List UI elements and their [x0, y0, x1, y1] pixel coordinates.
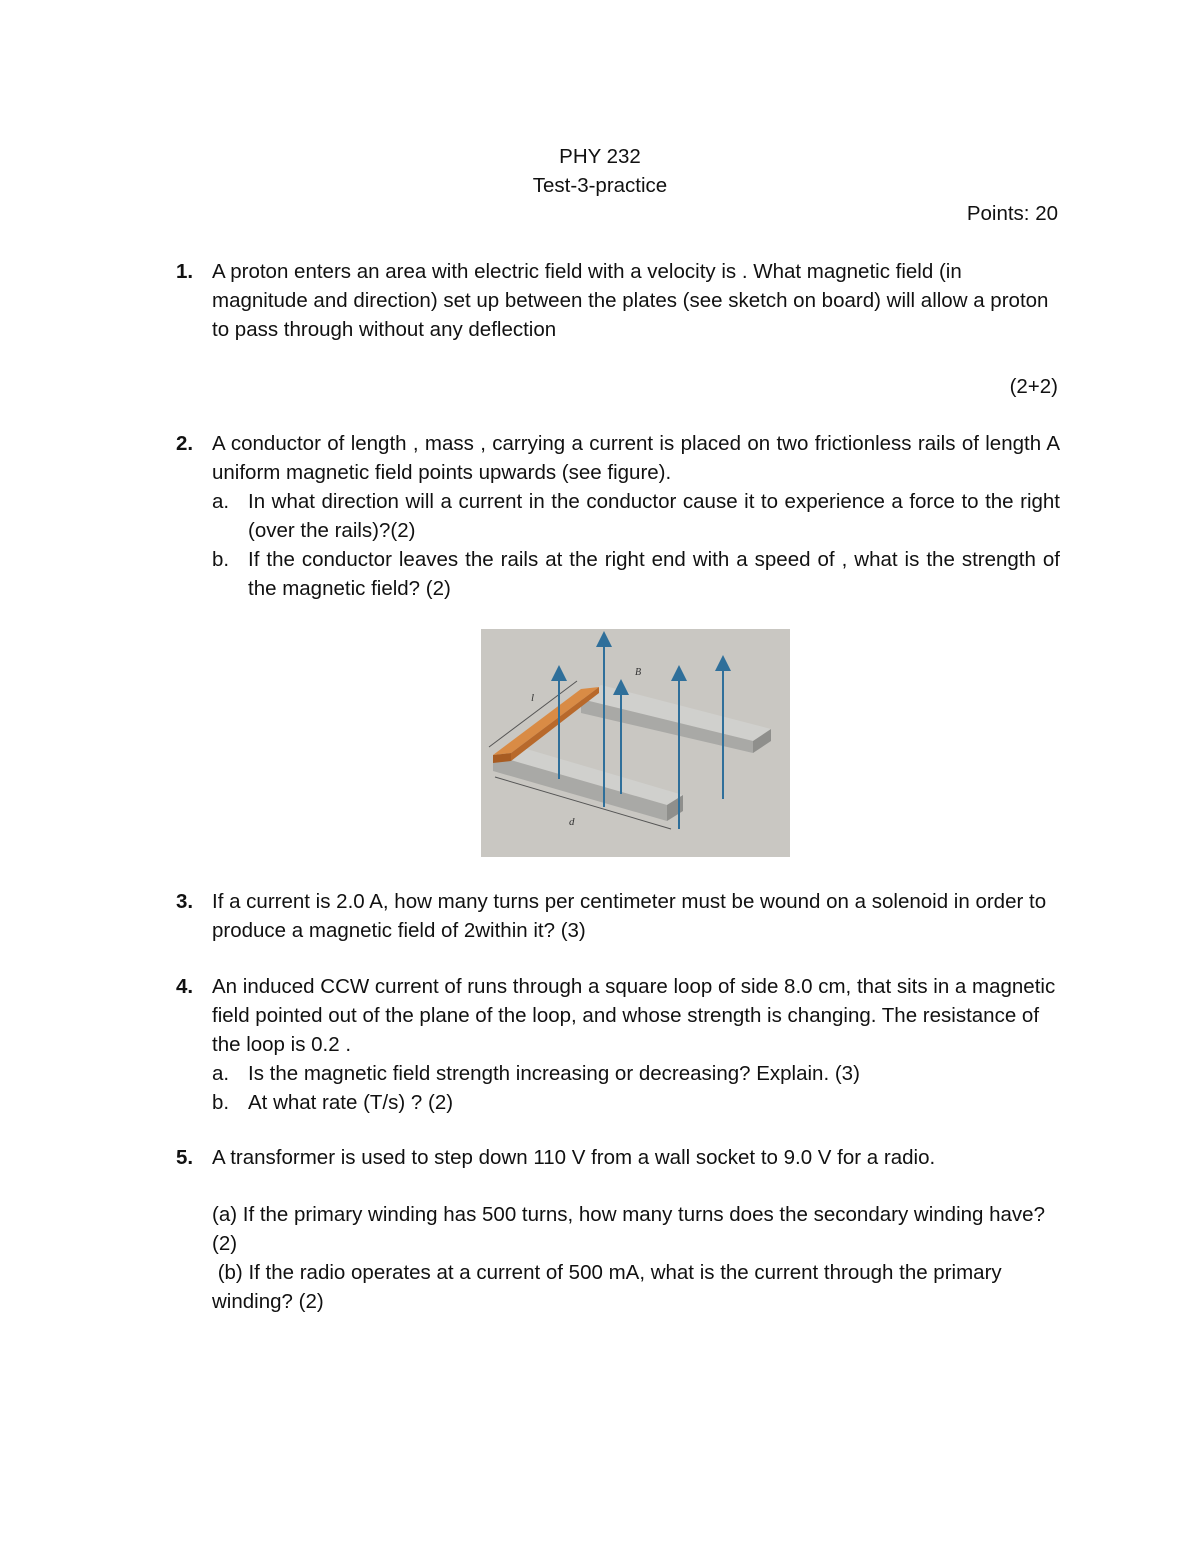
question-number: 4.	[176, 975, 194, 998]
subquestion-b: (b) If the radio operates at a current of 500 mA, what is the current through the primary winding? (2)	[212, 1261, 1008, 1313]
course-title: PHY 232	[559, 145, 641, 168]
question-text: An induced CCW current of runs through a square loop of side 8.0 cm, that sits in a magnetic field pointed out of the plane of the loop, and whose strength is changing. The resistance of the loop is 0.2 .	[212, 975, 1056, 1056]
subquestion-b	[212, 1088, 1060, 1117]
subquestion-text: Is the magnetic field strength increasing or decreasing? Explain. (3)	[248, 1062, 860, 1085]
points-total: Points: 20	[966, 202, 1058, 225]
subquestion-a	[212, 1059, 1060, 1088]
subquestion-a: (a) If the primary winding has 500 turns, how many turns does the secondary winding have? (2)	[212, 1203, 1045, 1255]
question-2	[176, 429, 1060, 603]
question-text: If a current is 2.0 A, how many turns per centimeter must be wound on a solenoid in order to produce a magnetic field of 2within it? (3)	[212, 890, 1047, 942]
question-number: 1.	[176, 260, 194, 283]
question-1	[176, 257, 1060, 344]
subquestion-text: At what rate (T/s) ? (2)	[248, 1091, 454, 1114]
subquestion-label: a.	[212, 490, 230, 513]
question-text: A conductor of length , mass , carrying a current is placed on two frictionless rails of length A uniform magnetic field points upwards (see figure).	[212, 432, 1060, 484]
subquestion-a	[212, 487, 1060, 545]
subquestion-label: a.	[212, 1062, 230, 1085]
subquestion-text: In what direction will a current in the conductor cause it to experience a force to the right (over the rails)?(2)	[248, 490, 1060, 542]
label-l: l	[531, 692, 535, 704]
question-number: 3.	[176, 890, 194, 913]
subquestion-text: If the conductor leaves the rails at the right end with a speed of , what is the strength of the magnetic field? (2)	[248, 548, 1060, 600]
question-4	[176, 972, 1060, 1117]
question-5	[176, 1143, 1060, 1172]
label-B: B	[635, 667, 642, 678]
label-d: d	[569, 816, 575, 828]
question-1-points: (2+2)	[1009, 375, 1058, 398]
question-3	[176, 887, 1060, 945]
rails-figure	[481, 629, 790, 857]
question-text: A transformer is used to step down 110 V from a wall socket to 9.0 V for a radio.	[212, 1146, 936, 1169]
question-5-parts	[176, 1200, 1060, 1316]
rails-figure-svg	[481, 629, 790, 857]
subquestion-label: b.	[212, 548, 230, 571]
subquestion-b	[212, 545, 1060, 603]
subquestion-label: b.	[212, 1091, 230, 1114]
question-number: 2.	[176, 432, 194, 455]
question-text: A proton enters an area with electric field with a velocity is . What magnetic field (in magnitude and direction) set up between the plates (see sketch on board) will allow a proton to pass through without any deflection	[212, 260, 1049, 341]
test-title: Test-3-practice	[532, 174, 668, 197]
question-number: 5.	[176, 1146, 194, 1169]
